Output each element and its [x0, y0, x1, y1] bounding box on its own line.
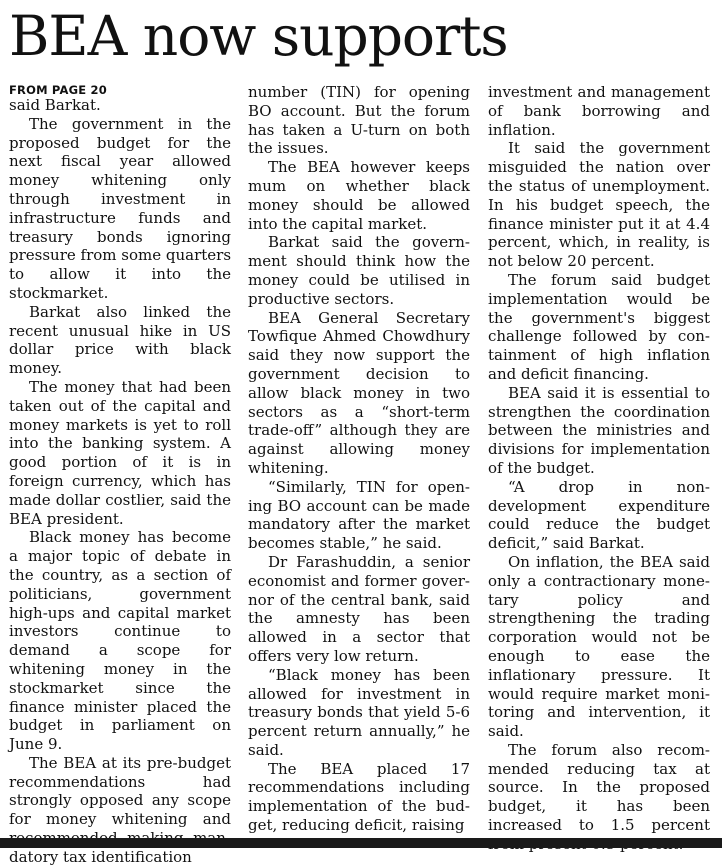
- paragraph: The BEA placed 17 recommendations including implementation of the budget, reducing deficit, raising: [248, 759, 470, 835]
- continued-from-label: FROM PAGE 20: [9, 83, 107, 97]
- paragraph: investment and management of bank borrowing and inflation.: [488, 83, 710, 139]
- column-3: [488, 83, 710, 835]
- paragraph: Black money has become a major topic of debate in the country, as a section of politicians, government high-ups and capital market investors continue to demand a scope for whitening money in the stockmarket since the finance minister placed the budget in parliament on June 9.: [9, 528, 231, 754]
- paragraph: The government in the proposed budget for the next fiscal year allowed money whitening only through investment in infrastructure funds and treasury bonds ignoring pressure from some quarters to allow it into the stockmarket.: [9, 114, 232, 302]
- paragraph: The forum also recommended reducing tax at source. In the proposed budget, it has been increased to 1.5 percent: [488, 740, 710, 835]
- column-2: [248, 83, 470, 835]
- paragraph: Barkat also linked the recent unusual hike in US dollar price with black money.: [9, 302, 231, 378]
- paragraph: said Barkat.: [9, 96, 101, 114]
- paragraph: The BEA however keeps mum on whether black money should be allowed into the capital market.: [248, 158, 470, 233]
- paragraph: “A drop in non-development expenditure could reduce the budget deficit,” said Barkat.: [488, 477, 710, 553]
- paragraph: number (TIN) for opening BO account. But the forum has taken a U-turn on both the issues.: [248, 83, 470, 158]
- paragraph: On inflation, the BEA said only a contractionary monetary policy and strengthening the trading corporation would not be enough to ease the inflationary pressure. It would require market monitoring and intervention, it said.: [488, 552, 710, 741]
- paragraph: Dr Farashuddin, a senior economist and former governor of the central bank, said the amnesty has been allowed in a sector that offers very low return.: [248, 552, 470, 665]
- paragraph: “Black money has been allowed for investment in treasury bonds that yield 5-6 percent return annually,” he said.: [248, 665, 470, 759]
- paragraph: Barkat said the government should think how the money could be utilised in productive sectors.: [248, 233, 470, 308]
- headline: BEA now supports: [9, 4, 508, 68]
- paragraph: BEA General Secretary Towfique Ahmed Chowdhury said they now support the government decision to allow black money in two sectors as a “short-term trade-off” although they are against allowing money whitening.: [248, 308, 470, 477]
- column-1: [9, 83, 232, 866]
- paragraph: The money that had been taken out of the capital and money markets is yet to roll into the banking system. A good portion of it is in foreign currency, which has made dollar costlier, said the BEA president.: [9, 377, 231, 528]
- paragraph: BEA said it is essential to strengthen the coordination between the ministries and divisions for implementation of the budget.: [488, 383, 710, 477]
- paragraph: It said the government misguided the nation over the status of unemployment. In his budget speech, the finance minister put it at 4.4 percent, which, in reality, is not below 20 percent.: [488, 139, 710, 271]
- bottom-border: [0, 838, 722, 848]
- paragraph: “Similarly, TIN for opening BO account can be made mandatory after the market becomes stable,” he said.: [248, 477, 470, 553]
- paragraph: The BEA at its pre-budget recommendations had strongly opposed any scope for money whitening and atory tax identification: [9, 753, 231, 866]
- paragraph: The forum said budget implementation would be the government's biggest challenge followed by containment of high inflation and deficit financing.: [488, 270, 710, 383]
